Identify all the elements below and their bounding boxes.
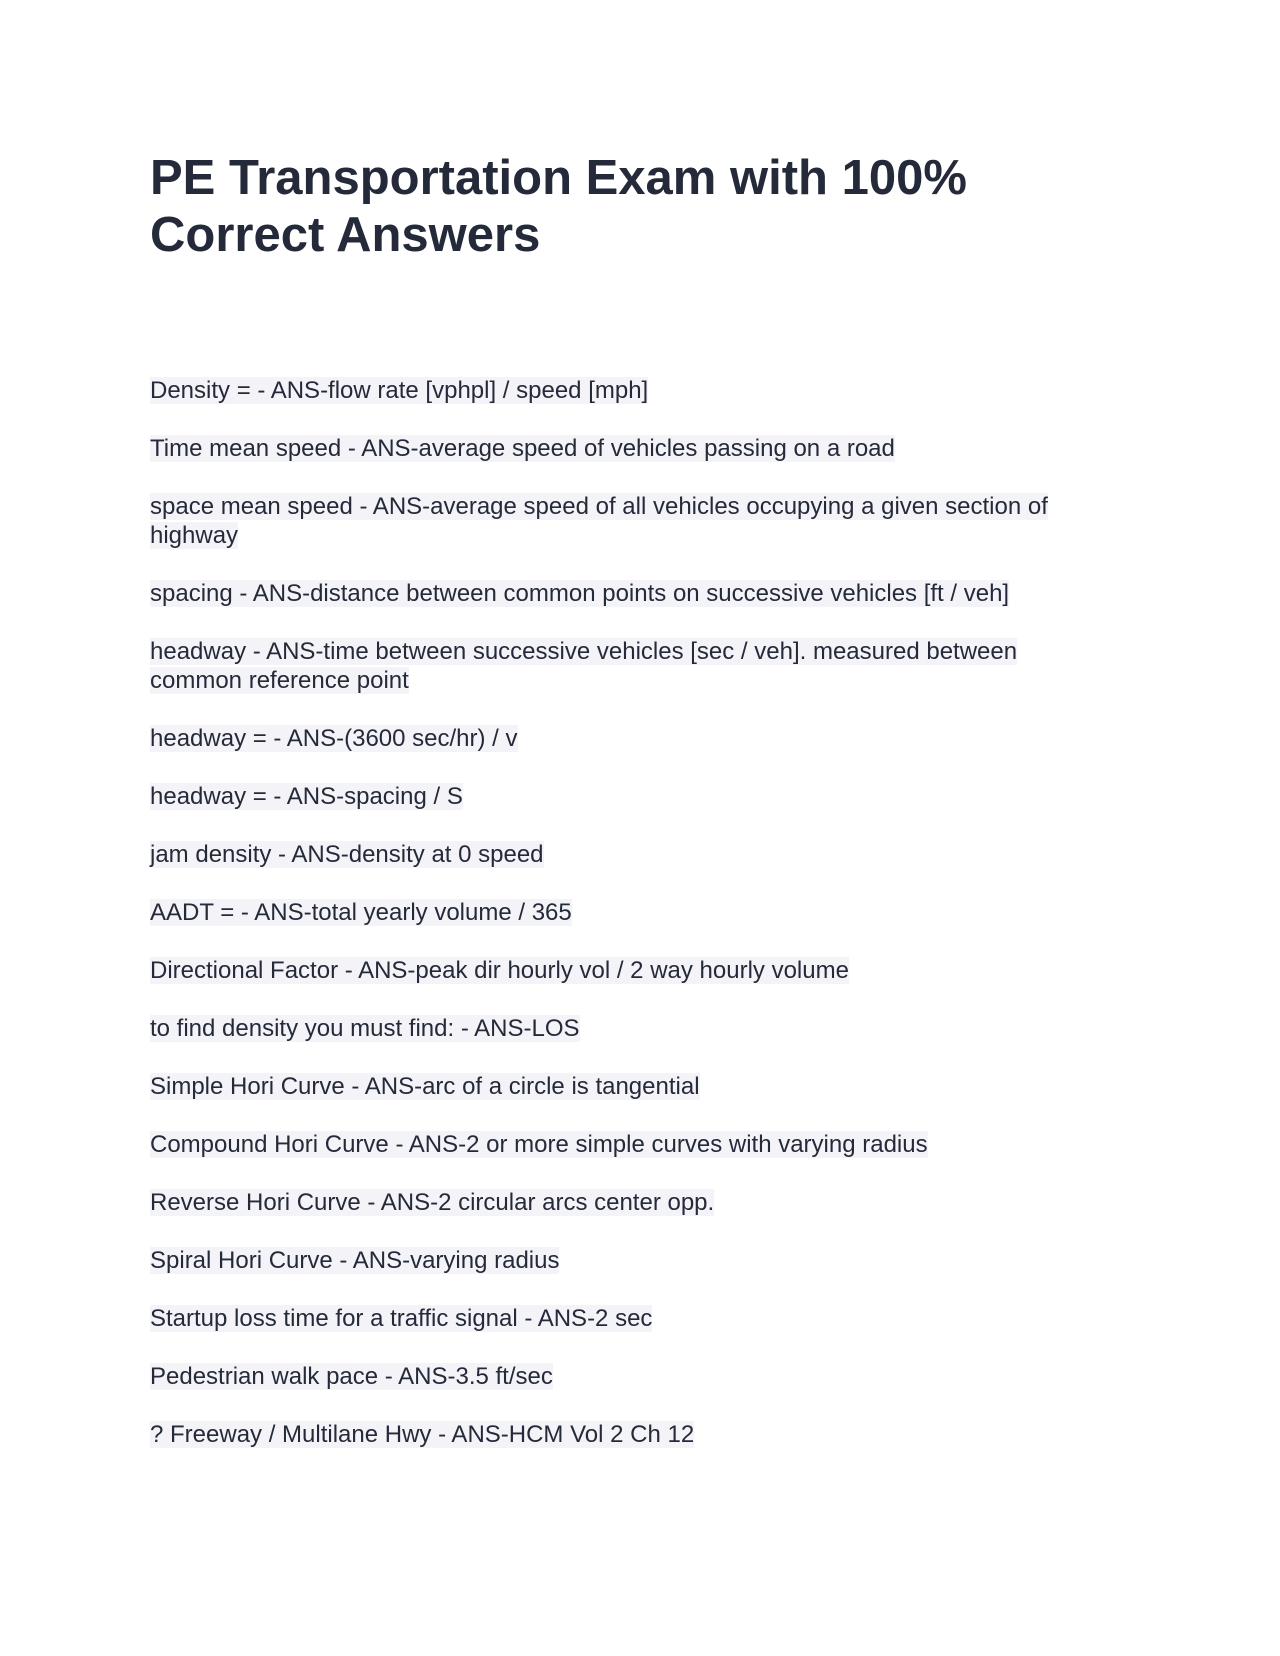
qa-item [150,492,1110,550]
qa-item [150,782,1110,811]
qa-item-text: Directional Factor - ANS-peak dir hourly vol / 2 way hourly volume [150,957,849,984]
qa-item [150,1362,1110,1391]
qa-item-text: to find density you must find: - ANS-LOS [150,1015,580,1042]
qa-item [150,579,1110,608]
qa-item-text: Startup loss time for a traffic signal - ANS-2 sec [150,1305,653,1332]
qa-item [150,1246,1110,1275]
document-title: PE Transportation Exam with 100% Correct Answers [150,151,967,262]
qa-item [150,1420,1110,1449]
qa-list [150,376,1110,1478]
qa-item [150,1130,1110,1159]
qa-item-text: jam density - ANS-density at 0 speed [150,841,544,868]
qa-item [150,840,1110,869]
qa-item-text: AADT = - ANS-total yearly volume / 365 [150,899,572,926]
qa-item-text: Pedestrian walk pace - ANS-3.5 ft/sec [150,1363,553,1390]
document-page [150,150,1110,1448]
qa-item [150,898,1110,927]
qa-item [150,376,1110,405]
qa-item-text: Density = - ANS-flow rate [vphpl] / speed [mph] [150,377,649,404]
qa-item [150,1188,1110,1217]
qa-item [150,434,1110,463]
qa-item-text: headway - ANS-time between successive vehicles [sec / veh]. measured between common reference point [150,638,1018,694]
qa-item-text: Time mean speed - ANS-average speed of vehicles passing on a road [150,435,895,462]
qa-item [150,637,1110,695]
qa-item [150,1014,1110,1043]
qa-item [150,1304,1110,1333]
qa-item-text: ? Freeway / Multilane Hwy - ANS-HCM Vol 2 Ch 12 [150,1421,695,1448]
qa-item-text: Simple Hori Curve - ANS-arc of a circle is tangential [150,1073,700,1100]
qa-item-text: headway = - ANS-spacing / S [150,783,463,810]
qa-item [150,1072,1110,1101]
qa-item [150,956,1110,985]
qa-item-text: Compound Hori Curve - ANS-2 or more simple curves with varying radius [150,1131,928,1158]
qa-item-text: headway = - ANS-(3600 sec/hr) / v [150,725,518,752]
qa-item-text: spacing - ANS-distance between common points on successive vehicles [ft / veh] [150,580,1010,607]
qa-item [150,724,1110,753]
qa-item-text: space mean speed - ANS-average speed of all vehicles occupying a given section of highway [150,493,1048,549]
qa-item-text: Spiral Hori Curve - ANS-varying radius [150,1247,560,1274]
qa-item-text: Reverse Hori Curve - ANS-2 circular arcs center opp. [150,1189,715,1216]
